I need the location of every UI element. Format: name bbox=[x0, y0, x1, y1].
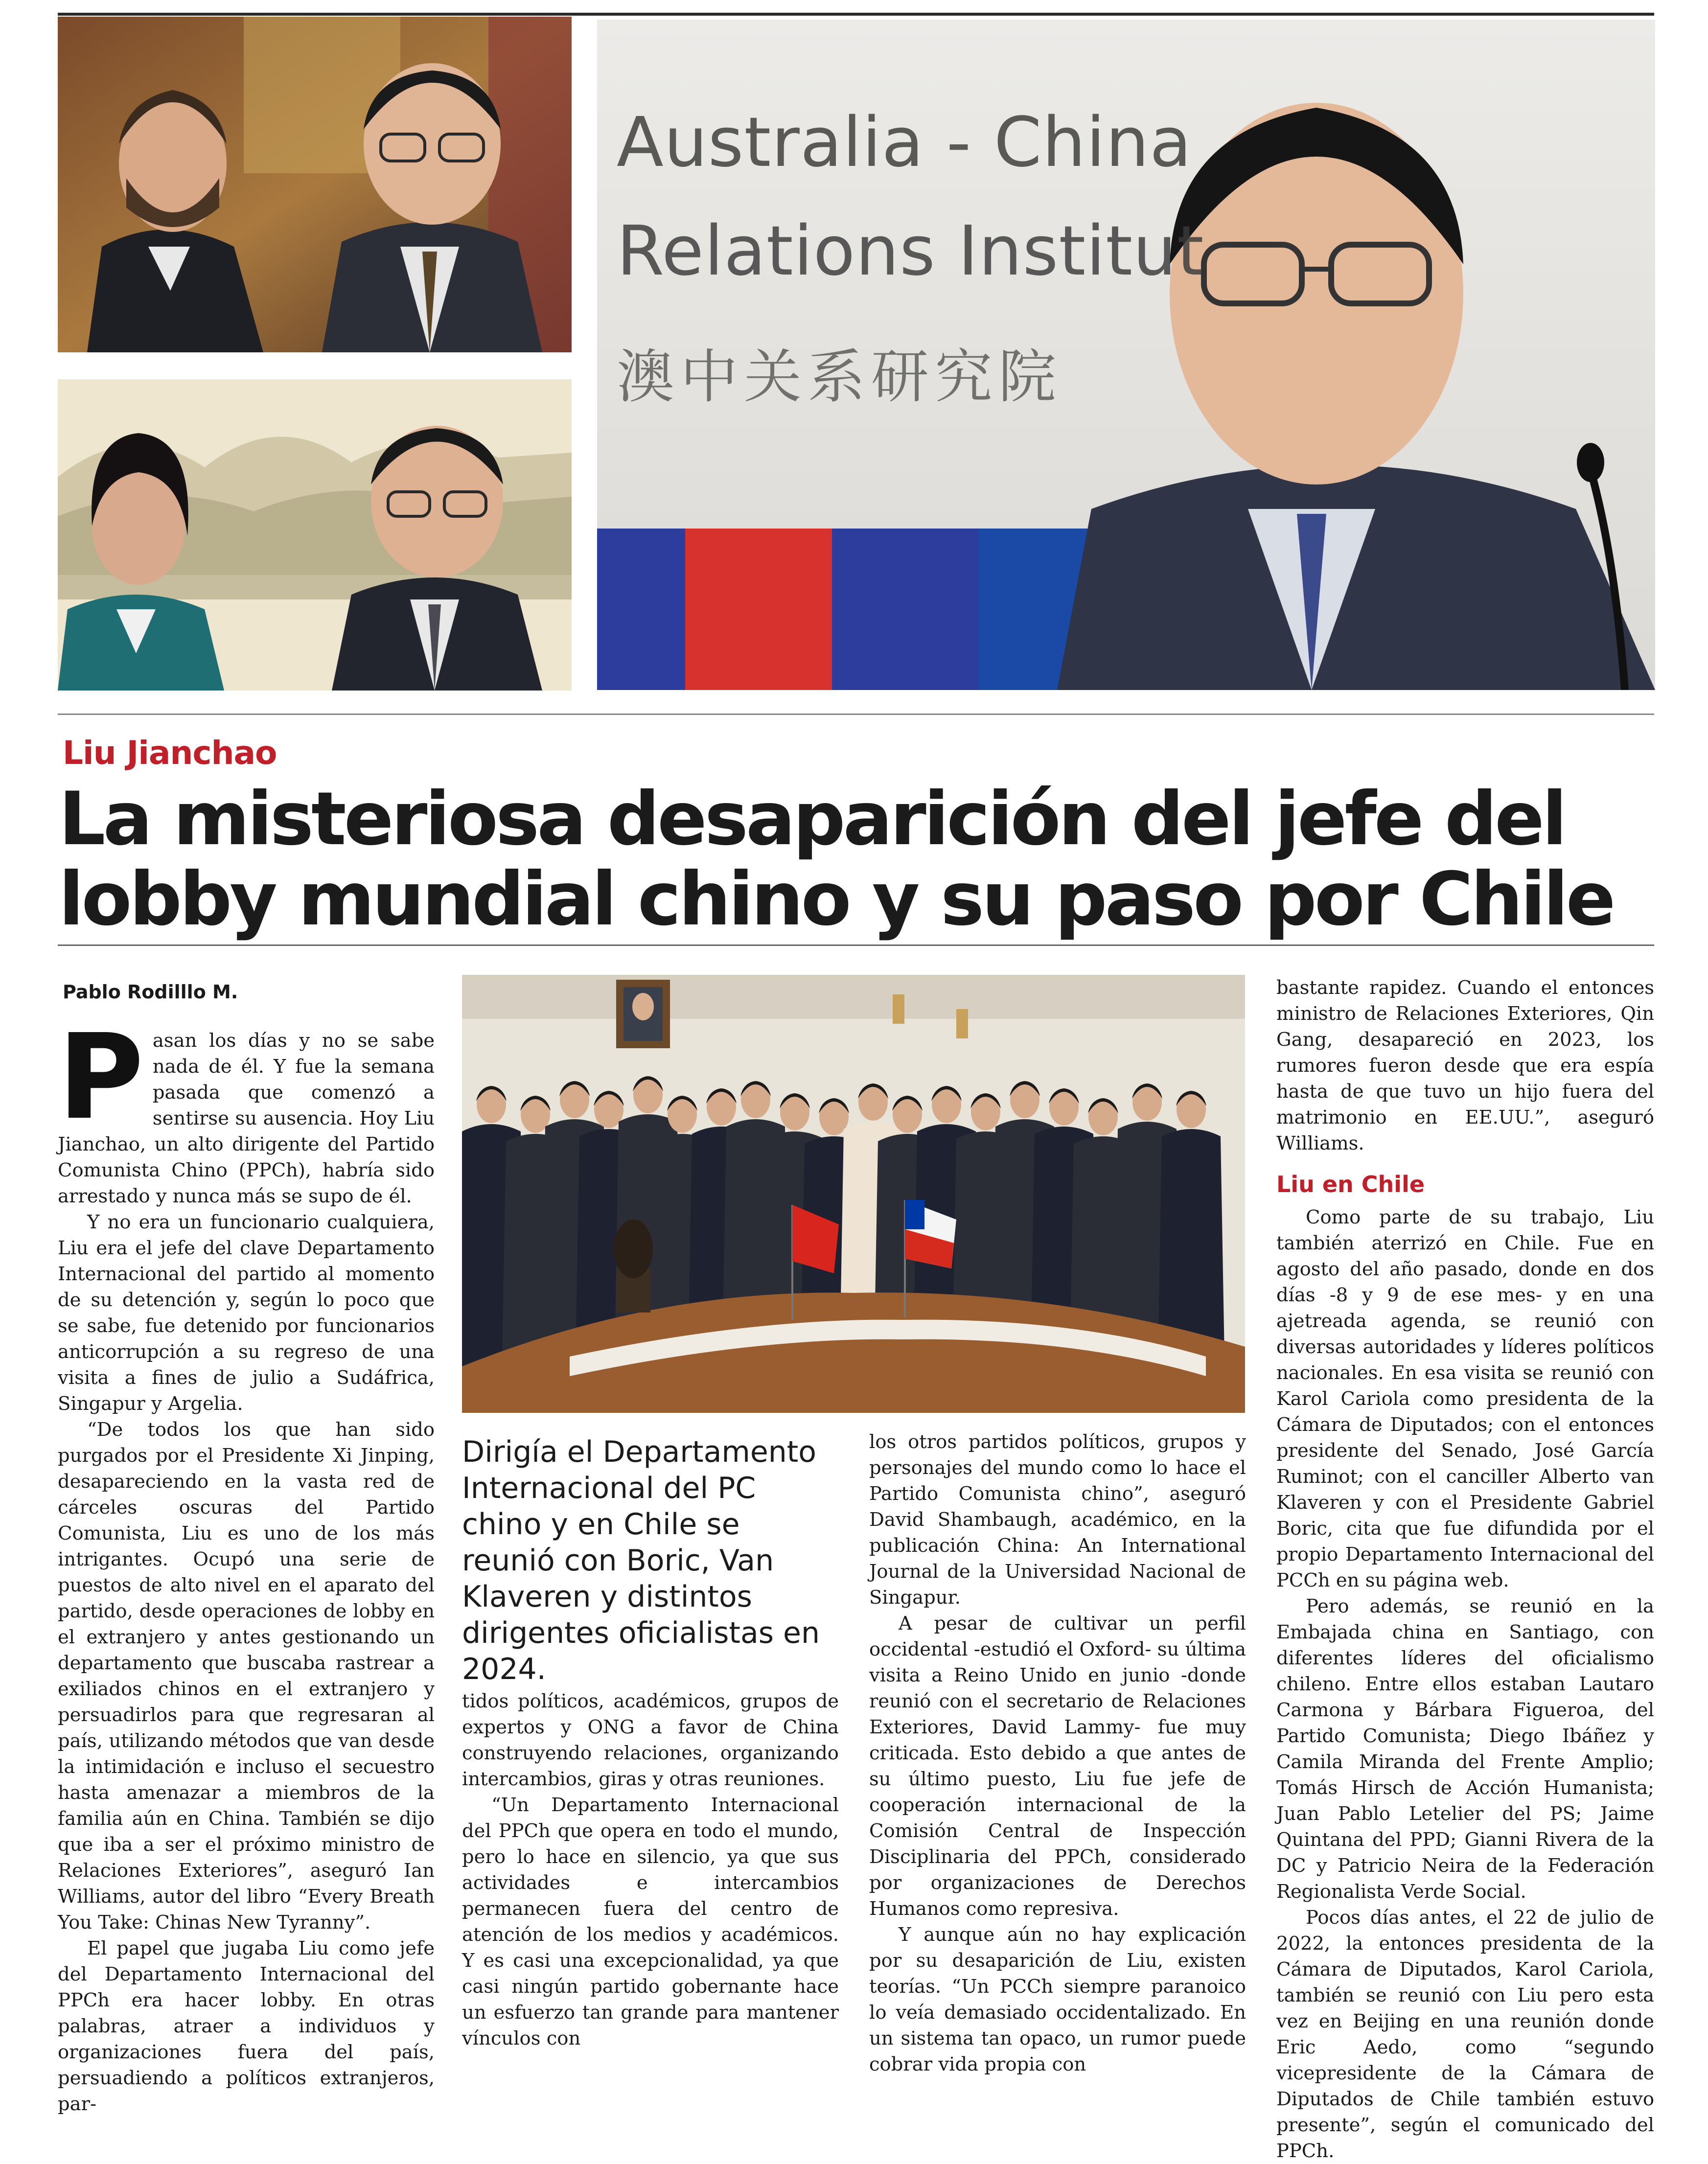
article-column-3 bbox=[869, 1429, 1246, 2077]
paragraph: Y aunque aún no hay explicación por su desaparición de Liu, existen teorías. “Un PCCh siempre paranoico lo veía demasiado occidentalizado. En un sistema tan opaco, un rumor puede cobrar vida propia con bbox=[869, 1924, 1246, 2075]
paragraph: El papel que jugaba Liu como jefe del Departamento Internacional del PPCh era hacer lobby. En otras palabras, atraer a individuos y organizaciones fuera del país, persuadiendo a políticos extranjeros, par- bbox=[58, 1937, 435, 2115]
paragraph: Pero además, se reunió en la Embajada china en Santiago, con diferentes líderes del oficialismo chileno. Entre ellos estaban Lautaro Carmona y Bárbara Figueroa, del Partido Comunista; Diego Ibáñez y Camila Miranda del Frente Amplio; Tomás Hirsch de Acción Humanista; Juan Pablo Letelier del PS; Jaime Quintana del PPD; Gianni Rivera de la DC y Patricio Neira de la Federación Regionalista Verde Social. bbox=[1276, 1595, 1654, 1903]
drop-cap: P bbox=[58, 1009, 144, 1146]
acri-sign-line2: Relations Institut bbox=[617, 211, 1204, 291]
paragraph: asan los días y no se sabe nada de él. Y fue la semana pasada que comenzó a sentirse su ausencia. Hoy Liu Jianchao, un alto dirigente del Partido Comunista Chino (PPCh), habría sido arrestado y nunca más se supo de él. bbox=[58, 1030, 435, 1207]
headline-rule bbox=[58, 944, 1654, 946]
paragraph: Y no era un funcionario cualquiera, Liu era el jefe del clave Departamento Internacional del partido al momento de su detención y, según lo poco que se sabe, fue detenido por funcionarios anticorrupción a su regreso de una visita a fines de julio a Sudáfrica, Singapur y Argelia. bbox=[58, 1211, 435, 1415]
photo-liu-acri bbox=[597, 20, 1655, 690]
top-rule bbox=[58, 13, 1654, 16]
paragraph: Como parte de su trabajo, Liu también aterrizó en Chile. Fue en agosto del año pasado, donde en dos días -8 y 9 de ese mes- y en una ajetreada agenda, se reunió con diversas autoridades y líderes políticos nacionales. En esa visita se reunió con Karol Cariola como presidenta de la Cámara de Diputados; con el entonces presidente del Senado, José García Ruminot; con el canciller Alberto van Klaveren y con el Presidente Gabriel Boric, cita que fue difundida por el propio Departamento Internacional del PCCh en su página web. bbox=[1276, 1206, 1654, 1591]
article-column-1 bbox=[58, 1009, 435, 2117]
photo-boric-liu bbox=[58, 17, 572, 352]
photo-meeting-group bbox=[462, 975, 1245, 1413]
pull-quote: Dirigía el Departamento Internacional del PC chino y en Chile se reunió con Boric, Van Klaveren y distintos dirigentes oficialistas en 2024. bbox=[462, 1435, 820, 1686]
article-column-2 bbox=[462, 1688, 839, 2051]
section-subhead: Liu en Chile bbox=[1276, 1171, 1425, 1197]
article-column-4 bbox=[1276, 975, 1654, 2164]
paragraph: tidos políticos, académicos, grupos de expertos y ONG a favor de China construyendo relaciones, organizando intercambios, giras y otras reuniones. bbox=[462, 1690, 839, 1790]
article-kicker: Liu Jianchao bbox=[63, 734, 277, 772]
paragraph: bastante rapidez. Cuando el entonces ministro de Relaciones Exteriores, Qin Gang, desapareció en 2023, los rumores fueron desde que era espía hasta de que tuvo un hijo fuera del matrimonio en EE.UU.”, aseguró Williams. bbox=[1276, 977, 1654, 1154]
acri-sign-line3: 澳中关系研究院 bbox=[617, 343, 1062, 411]
acri-sign-line1: Australia - China bbox=[617, 103, 1192, 183]
article-headline: La misteriosa desaparición del jefe del lobby mundial chino y su paso por Chile bbox=[59, 777, 1614, 942]
paragraph: “Un Departamento Internacional del PPCh que opera en todo el mundo, pero lo hace en silencio, ya que sus actividades e intercambios permanecen fuera del centro de atención de los medios y académicos. Y es casi una excepcionalidad, ya que casi ningún partido gobernante hace un esfuerzo tan grande para mantener vínculos con bbox=[462, 1794, 839, 2049]
paragraph: Pocos días antes, el 22 de julio de 2022, la entonces presidenta de la Cámara de Diputados, Karol Cariola, también se reunió con Liu pero esta vez en Beijing en una reunión donde Eric Aedo, como “segundo vicepresidente de la Cámara de Diputados de Chile también estuvo presente”, según el comunicado del PPCh. bbox=[1276, 1907, 1654, 2162]
photo-cariola-liu bbox=[58, 379, 572, 691]
article-byline: Pablo Rodilllo M. bbox=[63, 981, 238, 1003]
paragraph: los otros partidos políticos, grupos y personajes del mundo como lo hace el Partido Comunista chino”, aseguró David Shambaugh, académico, en la publicación China: An International Journal de la Universidad Nacional de Singapur. bbox=[869, 1431, 1246, 1609]
section-rule-top bbox=[58, 714, 1654, 715]
paragraph: “De todos los que han sido purgados por el Presidente Xi Jinping, desapareciendo en la vasta red de cárceles oscuras del Partido Comunista, Liu es uno de los más intrigantes. Ocupó una serie de puestos de alto nivel en el aparato del partido, desde operaciones de lobby en el extranjero y antes gestionando un departamento que buscaba rastrear a exiliados chinos en el extranjero y persuadirlos para que regresaran al país, utilizando métodos que van desde la intimidación e incluso el secuestro hasta amenazar a miembros de la familia aún en China. También se dijo que iba a ser el próximo ministro de Relaciones Exteriores”, aseguró Ian Williams, autor del libro “Every Breath You Take: Chinas New Tyranny”. bbox=[58, 1419, 435, 1934]
paragraph: A pesar de cultivar un perfil occidental -estudió el Oxford- su última visita a Reino Unido en junio -donde reunió con el secretario de Relaciones Exteriores, David Lammy- fue muy criticada. Esto debido a que antes de su último puesto, Liu fue jefe de cooperación internacional de la Comisión Central de Inspección Disciplinaria del PPCh, considerado por organizaciones de Derechos Humanos como represiva. bbox=[869, 1612, 1246, 1920]
